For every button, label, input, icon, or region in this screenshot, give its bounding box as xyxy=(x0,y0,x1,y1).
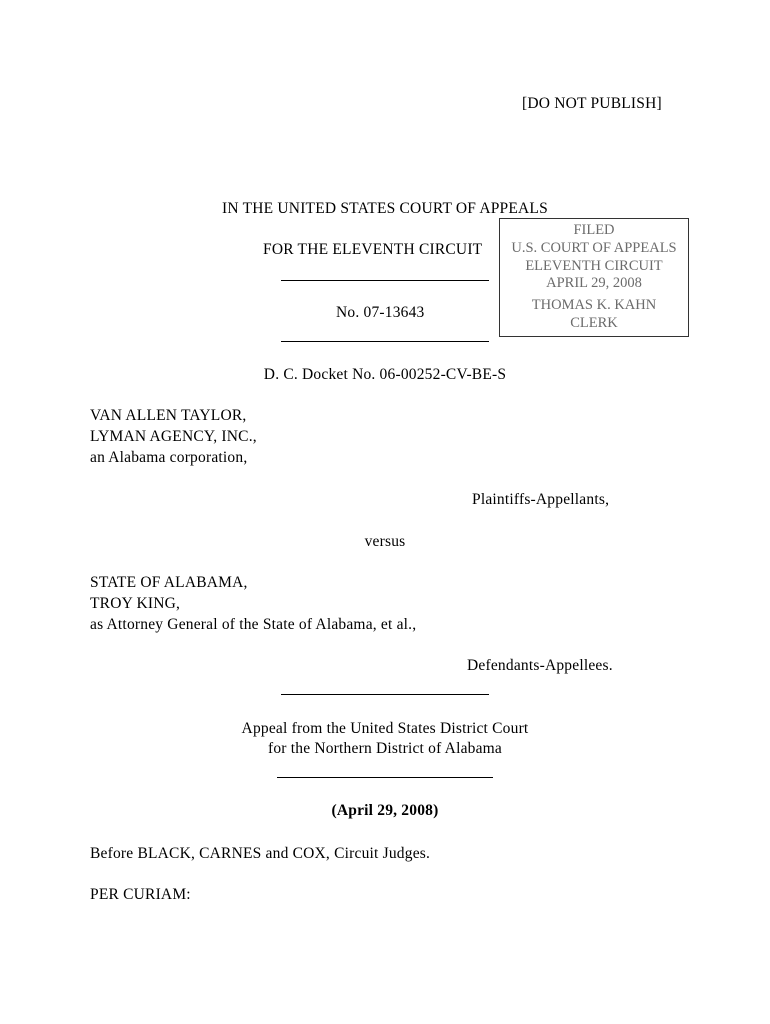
filed-court: U.S. COURT OF APPEALS xyxy=(511,240,677,256)
defendant-line: TROY KING, xyxy=(90,595,181,612)
separator-rule xyxy=(281,280,489,281)
per-curiam-heading: PER CURIAM: xyxy=(90,886,191,903)
appeal-line: Appeal from the United States District Court xyxy=(241,720,529,737)
defendant-line: STATE OF ALABAMA, xyxy=(90,574,248,591)
defendants-role: Defendants-Appellees. xyxy=(467,657,613,674)
separator-rule xyxy=(281,694,489,695)
plaintiff-line: VAN ALLEN TAYLOR, xyxy=(90,407,247,424)
versus-label: versus xyxy=(364,533,406,550)
case-number: No. 07-13643 xyxy=(336,304,425,321)
separator-rule xyxy=(281,341,489,342)
decision-date: (April 29, 2008) xyxy=(331,802,439,819)
filed-date: APRIL 29, 2008 xyxy=(546,275,642,291)
filed-stamp xyxy=(499,218,689,337)
filed-label: FILED xyxy=(573,222,615,238)
appeal-district: for the Northern District of Alabama xyxy=(267,740,503,757)
panel-judges: Before BLACK, CARNES and COX, Circuit Judges. xyxy=(90,845,431,862)
plaintiffs-role: Plaintiffs-Appellants, xyxy=(472,491,610,508)
docket-number: D. C. Docket No. 06-00252-CV-BE-S xyxy=(263,366,507,383)
plaintiff-line: LYMAN AGENCY, INC., xyxy=(90,428,257,445)
clerk-name: THOMAS K. KAHN xyxy=(531,297,657,313)
plaintiff-line: an Alabama corporation, xyxy=(90,449,248,466)
separator-rule xyxy=(277,777,493,778)
defendant-line: as Attorney General of the State of Alabama, et al., xyxy=(90,616,417,633)
publish-flag: [DO NOT PUBLISH] xyxy=(522,95,662,112)
filed-circuit: ELEVENTH CIRCUIT xyxy=(525,258,663,274)
circuit-name: FOR THE ELEVENTH CIRCUIT xyxy=(263,241,483,258)
court-name: IN THE UNITED STATES COURT OF APPEALS xyxy=(222,200,548,217)
clerk-title: CLERK xyxy=(570,315,618,331)
